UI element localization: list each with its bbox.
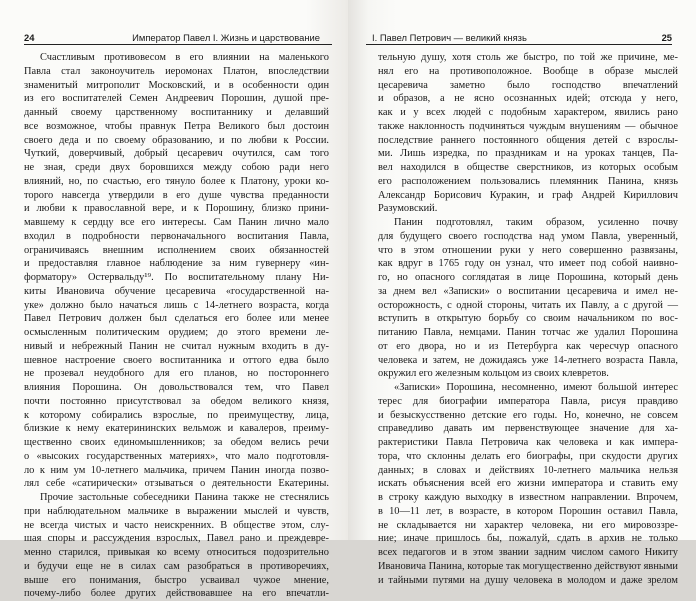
text-line: своего деда и по своему образованию, и по любви к России. xyxy=(24,134,329,146)
text-line: что в этом отношении руки у него совершенно развязаны, xyxy=(378,244,678,256)
text-line: не складывается ни характер человека, ни его мировоззре- xyxy=(378,519,678,531)
text-line: из его воспитателей Семен Андреевич Порошин, душой пре- xyxy=(24,93,329,105)
text-line: ми. Лишь изредка, по праздникам и на уроках танцев, Па- xyxy=(378,148,678,160)
text-line: близкие к нему екатерининских вельмож и кавалеров, преиму- xyxy=(24,423,329,435)
text-line: и тайными путями на душу человека в молодом и даже зрелом xyxy=(378,574,678,586)
text-line: почему-либо более других действовавшее на его впечатли- xyxy=(24,588,329,600)
text-line: человека и затем, не дожидаясь уже 14-летнего возраста Павла, xyxy=(378,354,678,366)
text-line: менно старился, привыкая ко всему относиться подозрительно xyxy=(24,547,329,558)
text-line: Александр Борисович Куракин, и граф Андрей Кириллович xyxy=(378,189,678,201)
text-line: Павла стал законоучитель иеромонах Платон, впоследствии xyxy=(24,65,329,77)
left-running-head-title: Император Павел I. Жизнь и царствование xyxy=(132,32,320,43)
text-line: и будучи еще не в силах сам разобраться в противоречиях, xyxy=(24,560,329,572)
text-line: Павел Петрович должен был сделаться его более или менее xyxy=(24,313,329,325)
text-line: форматору» Остервальду¹⁹. По воспитательному плану Ни- xyxy=(24,272,329,283)
right-running-head-title: I. Павел Петрович — великий князь xyxy=(372,32,527,43)
text-line: к которому собирались взрослые, по преимуществу, лица, xyxy=(24,409,329,421)
text-line: входил в подробности первоначального воспитания Павла, xyxy=(24,230,329,242)
text-line: Чуткий, доверчивый, добрый цесаревич очутился, сам того xyxy=(24,148,329,160)
text-line: при наблюдательном мальчике в выражении мыслей и чувств, xyxy=(24,505,329,517)
text-line: последствие раннего постоянного общения детей с взрослы- xyxy=(378,134,678,146)
text-line: также наклонность подчиняться чуждым внушениям — обычное xyxy=(378,120,678,132)
text-line: в строку каждую выходку в известном направлении. Впрочем, xyxy=(378,492,678,503)
text-line: знаменитый митрополит Московский, и в особенности один xyxy=(24,79,329,91)
text-line: мавшему к сердцу все его интересы. Сам Панин лично мало xyxy=(24,217,329,228)
text-line: и образов, а не ясно осознанных идей; отсюда у него, xyxy=(378,93,678,105)
text-line: влияния Порошина. Он довольствовался тем, что Павел xyxy=(24,382,329,393)
text-line: щественно своих единомышленников; за обедом велись речи xyxy=(24,437,329,448)
text-line: тельную душу, хотя столь же быстро, по той же причине, ме- xyxy=(378,52,678,63)
text-line: всех педагогов и в этом звании задним числом самого Никиту xyxy=(378,547,678,558)
right-page-number: 25 xyxy=(661,32,672,43)
left-page-body-text xyxy=(24,51,329,601)
text-line: ние; иначе пришлось бы, пожалуй, сдать в архив не только xyxy=(378,533,678,545)
text-line: окружил его железным кольцом из своих клевретов. xyxy=(378,368,609,380)
right-page-body-text xyxy=(378,51,678,587)
text-line: тора, что склонны делать его биографы, при скудости других xyxy=(378,450,678,462)
text-line: как вдруг в 1765 году он узнал, что имеет под собой наивно- xyxy=(378,258,678,270)
text-line: в 10—11 лет, в возрасте, в котором Порошин оставил Павла, xyxy=(378,505,678,517)
text-line: почти постоянно присутствовал за обедом великого князя, xyxy=(24,395,329,407)
text-line: питанию Павла, немцами. Панин тотчас же удалил Порошина xyxy=(378,327,678,338)
text-line: справедливо давать им первенствующее значение для ха- xyxy=(378,423,678,435)
text-line: его расположением пользовались племянник Панина, князь xyxy=(378,175,678,187)
text-line: шевное настроение своего воспитанника и оттого едва было xyxy=(24,354,329,366)
text-line: и предоставляя главное наблюдение за ним гувернеру «ин- xyxy=(24,258,329,270)
right-header-rule xyxy=(366,44,672,45)
text-line: нивый и небрежный Панин не считал нужным входить в ду- xyxy=(24,340,329,352)
text-line: искать объяснения всей его жизни императора и ставить ему xyxy=(378,478,678,490)
text-line: Разумовский. xyxy=(378,203,438,215)
text-line: терес для биографии императора Павла, рисуя правдиво xyxy=(378,395,678,407)
text-line: данных; в словах и действиях 10-летнего мальчика нельзя xyxy=(378,464,678,476)
text-line: осторожность, с одной стороны, читать их Павлу, а с другой — xyxy=(378,299,678,311)
text-line: Панин подготовлял, таким образом, усиленно почву xyxy=(394,217,678,228)
text-line: вел находился в обществе сверстников, из которых особым xyxy=(378,162,678,173)
text-line: о «высоких государственных материях», что мало подготовля- xyxy=(24,450,329,462)
left-page xyxy=(0,0,348,600)
text-line: торого навсегда утвердили в его душе чувства преданности xyxy=(24,189,329,201)
text-line: не зная, среди двух боровшихся между собою ради него xyxy=(24,162,329,173)
text-line: не всегда чистых и часто неискренних. В обществе этом, слу- xyxy=(24,519,329,531)
text-line: Счастливым противовесом в его влиянии на маленького xyxy=(40,52,329,63)
text-line: рактеристики Павла Петровича как человека и как импера- xyxy=(378,437,678,448)
right-page xyxy=(348,0,696,586)
text-line: за днем вел «Записки» о воспитании цесаревича и имел не- xyxy=(378,285,678,297)
text-line: для будущего своего господства над умом Павла, уверенный, xyxy=(378,230,678,242)
text-line: нял его на противоположное. Вообще в образе мыслей xyxy=(378,65,678,77)
text-line: цесаревича заметно было господство впечатлений xyxy=(378,79,678,91)
text-line: данный своему царственному воспитаннику и делавший xyxy=(24,107,329,118)
text-line: не прозевал неудобного для его планов, но постороннего xyxy=(24,368,329,380)
text-line: влияний, но, по счастью, его тянуло более к Платону, уроки ко- xyxy=(24,175,329,187)
text-line: ограничиваясь внешним исполнением своих обязанностей xyxy=(24,244,329,256)
text-line: Прочие застольные собеседники Панина также не стеснялись xyxy=(40,492,329,503)
text-line: лял себе «сатирически» отзываться о деятельности Екатерины. xyxy=(24,478,329,490)
left-header-rule xyxy=(24,44,332,45)
text-line: го, но опасного соглядатая в лице Порошина, который день xyxy=(378,272,678,283)
text-line: шая споры и рассуждения взрослых, Павел рано и преждевре- xyxy=(24,533,329,545)
text-line: киты Ивановича обучение цесаревича «государственной на- xyxy=(24,285,329,297)
text-line: Ивановича Панина, которые так могущественно действуют явными xyxy=(378,560,678,572)
text-line: «Записки» Порошина, несомненно, имеют большой интерес xyxy=(394,382,678,393)
text-line: выше его понимания, быстро усваивал чужое мнение, xyxy=(24,574,329,586)
text-line: от его двора, но и из Петербурга как чересчур опасного xyxy=(378,340,678,352)
text-line: как и у всех людей с подобным характером, явились рано xyxy=(378,107,678,118)
text-line: и безыскусственно детские его годы. Но, конечно, не совсем xyxy=(378,409,678,421)
text-line: все возможное, чтобы правнук Петра Великого был достоин xyxy=(24,120,329,132)
left-page-number: 24 xyxy=(24,32,35,43)
text-line: вступить в открытую борьбу со своим начальником по вос- xyxy=(378,313,678,325)
text-line: уке» должно было начаться лишь с 14-летнего возраста, когда xyxy=(24,299,329,311)
text-line: ло к ним ум 10-летнего мальчика, причем Панин иногда позво- xyxy=(24,464,329,476)
text-line: осмысленным политическим орудием; до этого времени ле- xyxy=(24,327,329,338)
text-line: и любви к православной вере, и к Порошину, близко прини- xyxy=(24,203,329,215)
